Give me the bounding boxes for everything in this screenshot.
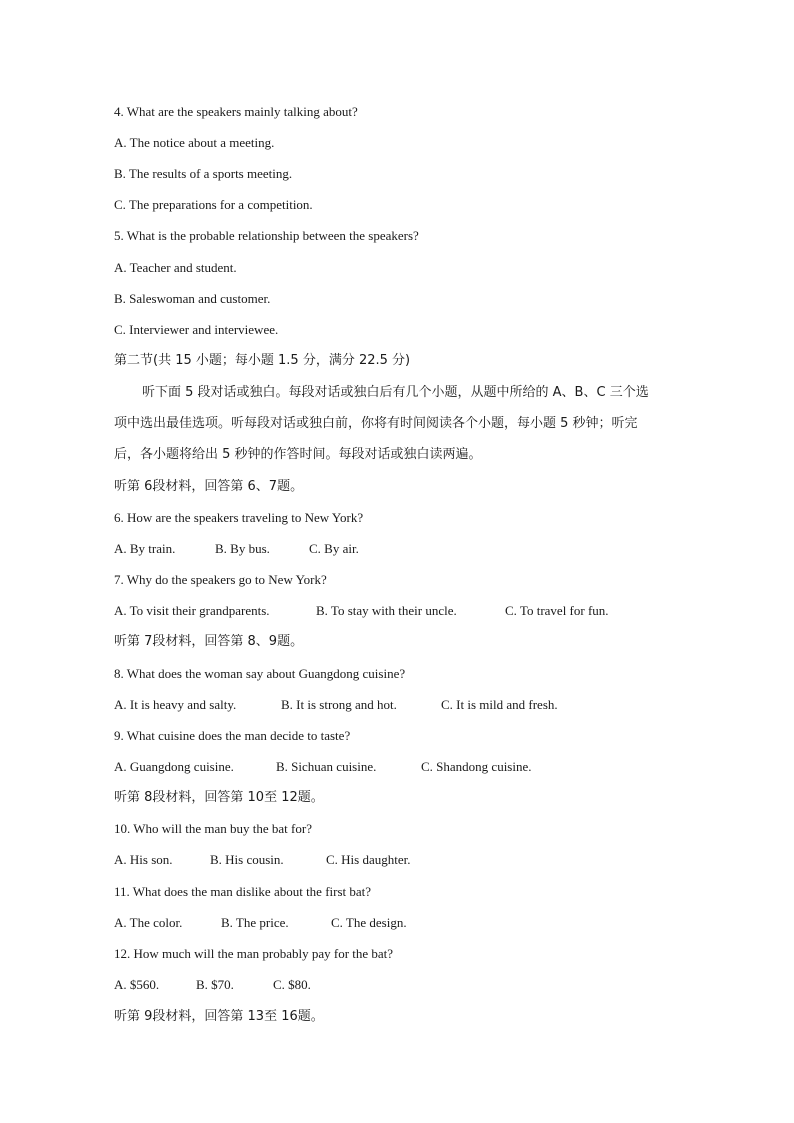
question-8-option-a: A. It is heavy and salty. [114, 697, 237, 712]
question-6-option-a: A. By train. [114, 541, 176, 556]
question-8-option-c: C. It is mild and fresh. [441, 697, 558, 712]
question-11: 11. What does the man dislike about the first bat? [114, 884, 372, 899]
question-9-option-c: C. Shandong cuisine. [421, 759, 532, 774]
question-10-option-a: A. His son. [114, 852, 173, 867]
question-7-option-c: C. To travel for fun. [505, 603, 609, 618]
question-9-option-a: A. Guangdong cuisine. [114, 759, 234, 774]
question-11-option-b: B. The price. [221, 915, 289, 930]
question-7-option-a: A. To visit their grandparents. [114, 603, 270, 618]
question-12-option-a: A. $560. [114, 977, 160, 992]
section-2-instructions-line-2: 项中选出最佳选项。听每段对话或独白前，你将有时间阅读各个小题，每小题 5 秒钟；听完 [114, 416, 638, 431]
material-6-heading: 听第 6段材料，回答第 6、7题。 [114, 479, 304, 494]
question-12-option-c: C. $80. [273, 977, 311, 992]
question-5: 5. What is the probable relationship between the speakers? [114, 228, 419, 243]
question-8-option-b: B. It is strong and hot. [281, 697, 397, 712]
section-2-instructions-line-1: 听下面 5 段对话或独白。每段对话或独白后有几个小题，从题中所给的 A、B、C 三个选 [142, 385, 649, 400]
question-10-option-c: C. His daughter. [326, 852, 411, 867]
question-8: 8. What does the woman say about Guangdong cuisine? [114, 666, 406, 681]
question-4-option-c: C. The preparations for a competition. [114, 197, 313, 212]
question-10-option-b: B. His cousin. [210, 852, 284, 867]
material-8-heading: 听第 8段材料，回答第 10至 12题。 [114, 790, 324, 805]
question-12: 12. How much will the man probably pay for the bat? [114, 946, 394, 961]
question-9: 9. What cuisine does the man decide to taste? [114, 728, 351, 743]
question-6-option-c: C. By air. [309, 541, 359, 556]
question-4-option-b: B. The results of a sports meeting. [114, 166, 293, 181]
section-2-title: 第二节(共 15 小题；每小题 1.5 分，满分 22.5 分) [114, 353, 411, 368]
question-5-option-b: B. Saleswoman and customer. [114, 291, 271, 306]
question-9-option-b: B. Sichuan cuisine. [276, 759, 377, 774]
question-4-option-a: A. The notice about a meeting. [114, 135, 275, 150]
question-7: 7. Why do the speakers go to New York? [114, 572, 327, 587]
material-7-heading: 听第 7段材料，回答第 8、9题。 [114, 634, 304, 649]
question-12-option-b: B. $70. [196, 977, 234, 992]
question-5-option-a: A. Teacher and student. [114, 260, 237, 275]
question-6-option-b: B. By bus. [215, 541, 270, 556]
question-11-option-c: C. The design. [331, 915, 407, 930]
question-4: 4. What are the speakers mainly talking about? [114, 104, 358, 119]
section-2-instructions-line-3: 后，各小题将给出 5 秒钟的作答时间。每段对话或独白读两遍。 [114, 447, 482, 462]
question-11-option-a: A. The color. [114, 915, 183, 930]
material-9-heading: 听第 9段材料，回答第 13至 16题。 [114, 1009, 324, 1024]
question-6: 6. How are the speakers traveling to New York? [114, 510, 364, 525]
question-7-option-b: B. To stay with their uncle. [316, 603, 457, 618]
question-5-option-c: C. Interviewer and interviewee. [114, 322, 279, 337]
question-10: 10. Who will the man buy the bat for? [114, 821, 312, 836]
